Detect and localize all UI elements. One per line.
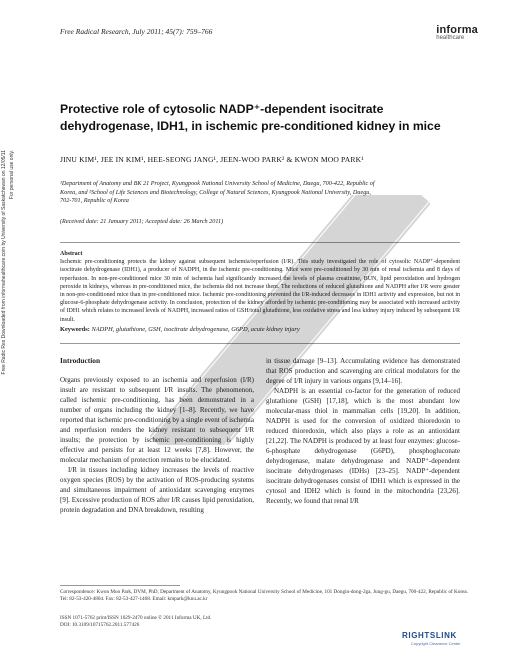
intro-paragraph-3: in tissue damage [9–13]. Accumulating evidence has demonstrated that ROS production and scavenging are critical modulators for the degree of I/R injury in various organs [9,14–16]. xyxy=(266,357,460,385)
abstract-text: Ischemic pre-conditioning protects the kidney against subsequent ischemia/reperfusion (I/R). This study investigated the role of cytosolic NADP⁺-dependent isocitrate dehydrogenase (IDH1), a producer of NADPH, in the ischemic pre-conditioning. Mice were pre-conditioned by 30 min of renal ischemia and 8 days of reperfusion. In non-pre-conditioned mice 30 min of ischemia had significantly increased the levels of plasma creatinine, BUN, lipid peroxidation and hydrogen peroxide in kidneys, whereas in pre-conditioned mice, the ischemia did not increase them. The reductions of reduced glutathione and NADPH after I/R were greater in non-pre-conditioned mice than in pre-conditioned mice. Ischemic pre-conditioning prevented the I/R-induced decreases in IDH1 activity and expression, but not in glucose-6-phosphate dehydrogenase activity. In conclusion, protection of the kidney afforded by ischemic pre-conditioning may be associated with increased activity of IDH1 which relates to increased levels of NADPH, increased ratios of GSH/total glutathione, less oxidative stress and less kidney injury induced by subsequent I/R insult. xyxy=(60,259,460,323)
affiliation-line3: 702-701, Republic of Korea xyxy=(60,197,129,204)
issn-block xyxy=(60,615,360,630)
abstract-top-rule xyxy=(60,242,460,243)
article-title-line2: dehydrogenase, IDH1, in ischemic pre-conditioned kidney in mice xyxy=(60,119,441,133)
author-list: JINU KIM¹, JEE IN KIM¹, HEE-SEONG JANG¹, JEEN-WOO PARK² & KWON MOO PARK¹ xyxy=(60,155,364,164)
abstract-section xyxy=(60,250,460,324)
journal-reference: Free Radical Research, July 2011; 45(7): 759–766 xyxy=(60,27,213,36)
keywords-text: NADPH, glutathione, GSH, isocitrate dehydrogenase, G6PD, acute kidney injury xyxy=(91,326,300,333)
rightslink-subtitle: Copyright Clearance Center xyxy=(411,641,461,646)
affiliation-line1: ¹Department of Anatomy and BK 21 Project, Kyungpook National University School of Medicine, Daegu, 700-422, Republic of xyxy=(60,180,375,187)
intro-heading: Introduction xyxy=(60,356,101,365)
article-title xyxy=(60,101,460,135)
intro-paragraph-2: I/R in tissues including kidney increases the levels of reactive oxygen species (ROS) by the activation of ROS-producing systems and simultaneous impairment of antioxidant scavenging enzymes [9]. Excessive production of ROS after I/R causes lipid peroxidation, protein degradation and DNA breakdown, resulting xyxy=(60,466,254,514)
keywords-label: Keywords: xyxy=(60,326,90,333)
affiliation-line2: Korea, and ²School of Life Sciences and Biotechnology, College of Natural Sciences, Kyungpook National University, Daegu, xyxy=(60,188,371,196)
doi-line: DOI: 10.3109/10715762.2011.577426 xyxy=(60,622,140,629)
keywords-line xyxy=(60,326,480,333)
affiliations xyxy=(60,180,460,206)
intro-right-column xyxy=(266,356,460,506)
footnote-rule xyxy=(60,585,180,586)
download-notice-line2: For personal use only. xyxy=(9,150,15,200)
download-notice xyxy=(1,150,23,540)
correspondence-note: Correspondence: Kwon Moo Park, DVM, PhD, Department of Anatomy, Kyungpook National University School of Medicine, 101 Dongin-dong-2ga, Jung-gu, Daegu, 700-422, Republic of Korea. Tel: 82-53-420-4804. Fax: 82-53-427-1468. Email: kmpark@knu.ac.kr xyxy=(60,589,468,603)
intro-left-column xyxy=(60,356,254,515)
publisher-subname: healthcare xyxy=(436,35,465,41)
article-title-line1: Protective role of cytosolic NADP⁺-dependent isocitrate xyxy=(60,102,384,116)
intro-paragraph-1: Organs previously exposed to an ischemia and reperfusion (I/R) insult are resistant to subsequent I/R insults. The phenomenon, called ischemic pre-conditioning, has been demonstrated in a number of organs including the kidney [1–8]. Recently, we have reported that ischemic pre-conditioning by a single event of ischemia and reperfusion renders the kidney resistant to subsequent I/R insults; the protection by ischemic pre-conditioning is highly effective and persists for at least 12 weeks [7,8]. However, the molecular mechanism of protection remains to be elucidated. xyxy=(60,376,254,464)
abstract-heading: Abstract xyxy=(60,251,83,257)
rightslink-logo[interactable]: RIGHTSLINK xyxy=(402,631,457,640)
publisher-name: informa xyxy=(436,24,478,36)
received-accepted-dates: (Received date: 21 January 2011; Accepted date: 26 March 2011) xyxy=(60,218,224,225)
issn-line: ISSN 1071-5762 print/ISSN 1029-2470 online © 2011 Informa UK, Ltd. xyxy=(60,615,212,621)
publisher-logo xyxy=(436,24,478,41)
intro-paragraph-4: NADPH is an essential co-factor for the generation of reduced glutathione (GSH) [17,18], which is the most abundant low molecular-mass thiol in mammalian cells [19,20]. In addition, NADPH is used for the conversion of oxidized thioredoxin to reduced thioredoxin, which also plays a role as an antioxidant [21,22]. The NADPH is produced by at least four enzymes: glucose-6-phosphate dehydrogenase (G6PD), phosphogluconate dehydrogenase, malate dehydrogenase and NADP⁺-dependent isocitrate dehydrogenases (IDHs) [23–25]. NADP⁺-dependent isocitrate dehydrogenases consist of IDH1 which is expressed in the cytosol and IDH2 which is found in the mitochondria [23,26]. Recently, we found that renal I/R xyxy=(266,387,460,505)
keywords-bottom-rule xyxy=(60,343,460,344)
download-notice-line1: Free Radic Res Downloaded from informahealthcare.com by University of Saskatchewan on 12/05/11 xyxy=(1,150,7,375)
